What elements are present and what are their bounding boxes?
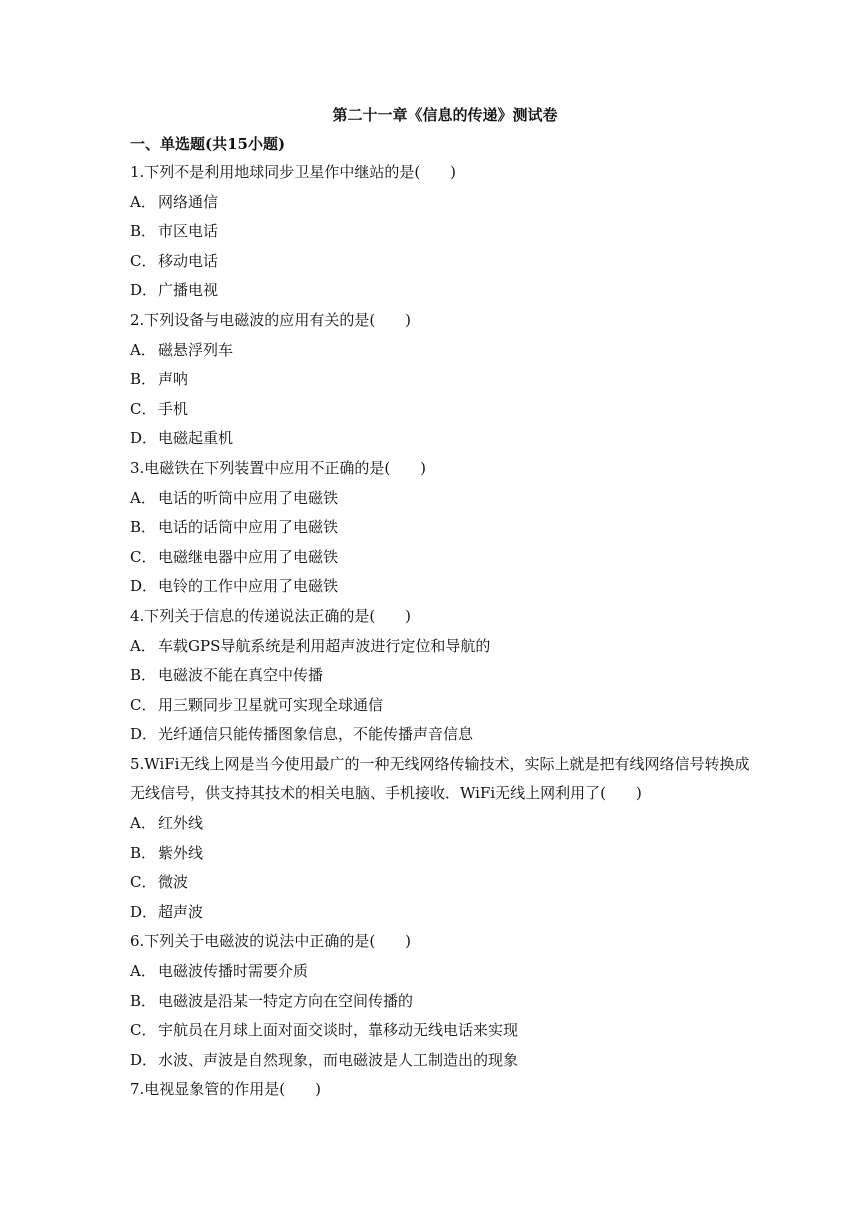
option-label: B． (130, 370, 157, 389)
option-label: A． (130, 340, 156, 359)
option-c (130, 395, 750, 425)
option-text: 电话的听筒中应用了电磁铁 (158, 488, 339, 507)
option-d (130, 424, 750, 454)
option-d (130, 898, 750, 928)
option-text: 手机 (158, 399, 189, 418)
option-text: 声呐 (158, 370, 189, 389)
option-text: 车载GPS导航系统是利用超声波进行定位和导航的 (158, 636, 491, 655)
question-stem: 7.电视显象管的作用是( ) (130, 1080, 322, 1099)
question-3 (130, 454, 750, 602)
question-stem: 1.下列不是利用地球同步卫星作中继站的是( ) (130, 163, 457, 181)
option-a (130, 809, 750, 839)
option-label: C． (130, 873, 157, 892)
option-text: 超声波 (158, 902, 204, 921)
option-text: 宇航员在月球上面对面交谈时，靠移动无线电话来实现 (158, 1021, 519, 1040)
section-heading: 一、单选题(共15小题) (130, 135, 286, 153)
option-a (130, 484, 750, 514)
option-d (130, 276, 750, 306)
option-d (130, 720, 750, 750)
option-text: 电磁波传播时需要介质 (158, 962, 309, 981)
question-5 (130, 750, 750, 928)
option-c (130, 247, 750, 277)
option-label: D． (130, 577, 158, 596)
option-text: 红外线 (158, 814, 204, 833)
option-label: B． (130, 843, 157, 862)
option-text: 磁悬浮列车 (158, 340, 234, 359)
option-text: 电磁继电器中应用了电磁铁 (158, 547, 339, 566)
option-label: D． (130, 1050, 158, 1069)
option-label: A． (130, 488, 156, 507)
option-text: 广播电视 (158, 281, 219, 300)
option-label: A． (130, 636, 156, 655)
option-label: C． (130, 547, 157, 566)
option-a (130, 957, 750, 987)
question-2 (130, 306, 750, 454)
question-stem: 2.下列设备与电磁波的应用有关的是( ) (130, 310, 412, 329)
option-b (130, 661, 750, 691)
question-4 (130, 602, 750, 750)
option-label: B． (130, 666, 157, 685)
option-label: B． (130, 222, 157, 241)
question-stem: 5.WiFi无线上网是当今使用最广的一种无线网络传输技术，实际上就是把有线网络信号转换成无线信号，供支持其技术的相关电脑、手机接收．WiFi无线上网利用了( ) (130, 754, 750, 803)
option-b (130, 987, 750, 1017)
option-text: 市区电话 (158, 222, 219, 241)
option-text: 紫外线 (158, 843, 204, 862)
question-7 (130, 1075, 750, 1105)
option-text: 电话的话筒中应用了电磁铁 (158, 518, 339, 537)
option-text: 电磁波是沿某一特定方向在空间传播的 (158, 991, 414, 1010)
option-d (130, 572, 750, 602)
page-title: 第二十一章《信息的传递》测试卷 (332, 106, 558, 124)
question-1 (130, 158, 750, 306)
option-b (130, 365, 750, 395)
option-text: 用三颗同步卫星就可实现全球通信 (158, 695, 384, 714)
question-6 (130, 927, 750, 1075)
option-b (130, 513, 750, 543)
option-text: 电磁波不能在真空中传播 (158, 666, 324, 685)
option-label: A． (130, 814, 156, 833)
option-label: D． (130, 725, 158, 744)
option-a (130, 188, 750, 218)
option-b (130, 217, 750, 247)
option-label: C． (130, 1021, 157, 1040)
option-text: 水波、声波是自然现象，而电磁波是人工制造出的现象 (158, 1050, 519, 1069)
question-stem: 6.下列关于电磁波的说法中正确的是( ) (130, 932, 412, 951)
option-label: D． (130, 902, 158, 921)
option-c (130, 868, 750, 898)
option-text: 光纤通信只能传播图象信息，不能传播声音信息 (158, 725, 474, 744)
option-d (130, 1046, 750, 1076)
option-text: 微波 (158, 873, 189, 892)
option-c (130, 691, 750, 721)
option-label: C． (130, 251, 157, 270)
option-text: 电磁起重机 (158, 429, 234, 448)
option-label: C． (130, 399, 157, 418)
question-stem: 3.电磁铁在下列装置中应用不正确的是( ) (130, 458, 427, 477)
option-label: C． (130, 695, 157, 714)
option-text: 网络通信 (158, 192, 219, 211)
option-c (130, 1016, 750, 1046)
option-text: 电铃的工作中应用了电磁铁 (158, 577, 339, 596)
option-label: B． (130, 991, 157, 1010)
option-c (130, 543, 750, 573)
option-label: D． (130, 281, 158, 300)
option-label: A． (130, 192, 156, 211)
question-stem: 4.下列关于信息的传递说法正确的是( ) (130, 606, 412, 625)
question-list (130, 158, 750, 1105)
option-a (130, 336, 750, 366)
option-label: B． (130, 518, 157, 537)
option-a (130, 632, 750, 662)
option-text: 移动电话 (158, 251, 219, 270)
option-label: D． (130, 429, 158, 448)
option-label: A． (130, 962, 156, 981)
option-b (130, 839, 750, 869)
